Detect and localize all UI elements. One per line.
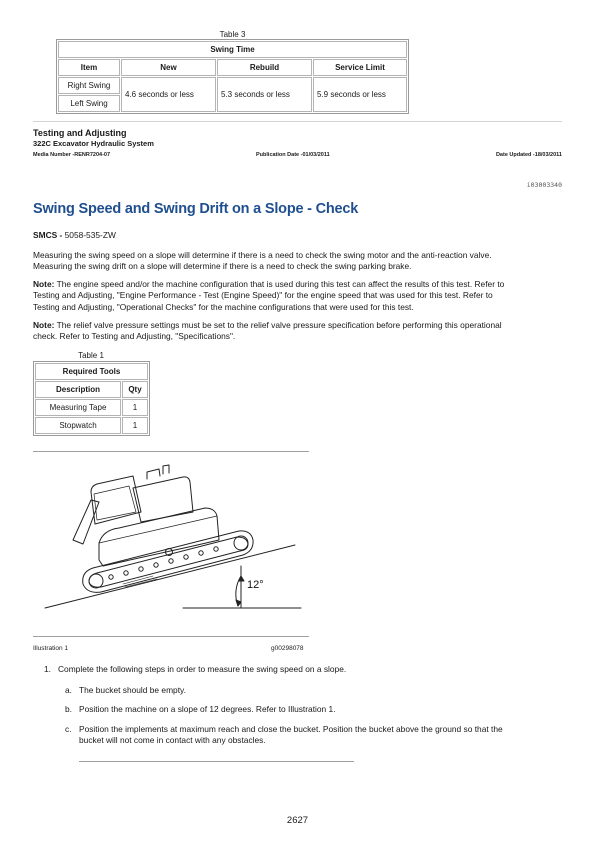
step-c-line-2: bucket will not come in contact with any obstacles. [79, 735, 266, 745]
table3-caption: Table 3 [219, 30, 246, 39]
system-title: 322C Excavator Hydraulic System [33, 139, 154, 148]
tool-description: Stopwatch [35, 417, 121, 434]
intro-line-1: Measuring the swing speed on a slope will determine if there is a need to check the swing motor and the anti-reaction valve. [33, 250, 492, 260]
note-relief-valve [33, 320, 563, 343]
tool-qty: 1 [122, 399, 148, 416]
exhaust-stack [147, 469, 160, 479]
cell-rebuild: 5.3 seconds or less [217, 77, 312, 112]
col-header-rebuild: Rebuild [217, 59, 312, 76]
illustration-id: g00298078 [271, 645, 304, 652]
media-number: Media Number -RENR7204-07 [33, 152, 111, 158]
note-label: Note: [33, 279, 55, 289]
table3-title: Swing Time [58, 41, 407, 58]
upper-structure-line [99, 516, 217, 543]
publication-date: Publication Date -01/03/2011 [256, 152, 330, 158]
note1-line-1: The engine speed and/or the machine configuration that is used during this test can affect the results of this test. Refer to [56, 279, 505, 289]
table-row [35, 399, 148, 416]
smcs-label: SMCS - [33, 230, 63, 240]
note2-line-1: The relief valve pressure settings must be set to the relief valve pressure specification before performing this operational [56, 320, 502, 330]
cab [91, 476, 141, 524]
page-title: Swing Speed and Swing Drift on a Slope - Check [33, 201, 359, 217]
tool-description: Measuring Tape [35, 399, 121, 416]
next-illustration-rule [79, 761, 354, 762]
note1-line-2: Testing and Adjusting, "Engine Performance - Test (Engine Speed)" for the engine speed that was used for this test. Refer to [33, 290, 493, 301]
step-b-letter: b. [65, 704, 72, 714]
front-idler [89, 574, 103, 588]
smcs-code: 5058-535-ZW [64, 230, 116, 240]
section-title: Testing and Adjusting [33, 128, 127, 138]
angle-arrow-bottom [236, 600, 241, 606]
table-row [35, 417, 148, 434]
section-divider [33, 121, 562, 122]
col-header-qty: Qty [122, 381, 148, 398]
step-c-line-1: Position the implements at maximum reach and close the bucket. Position the bucket above the ground so that the [79, 724, 503, 734]
note1-line-3: Testing and Adjusting, "Operational Checks" for the machine configurations that were used for this test. [33, 301, 414, 312]
cell-service-limit: 5.9 seconds or less [313, 77, 407, 112]
step-b-text: Position the machine on a slope of 12 degrees. Refer to Illustration 1. [79, 704, 336, 714]
table1-caption: Table 1 [78, 351, 104, 360]
item-left-swing: Left Swing [58, 95, 120, 112]
page-number: 2627 [286, 815, 309, 826]
illustration-caption: Illustration 1 [33, 645, 69, 652]
illustration-bottom-rule [33, 636, 309, 637]
swing-time-table [56, 39, 409, 114]
table1-title: Required Tools [35, 363, 148, 380]
note-label-2: Note: [33, 320, 55, 330]
excavator-on-slope-illustration [33, 460, 309, 620]
drive-sprocket [234, 536, 248, 550]
track-inner [89, 537, 248, 587]
note2-line-2: check. Refer to Testing and Adjusting, "Specifications". [33, 331, 236, 342]
note-engine-speed [33, 279, 563, 313]
col-header-description: Description [35, 381, 121, 398]
cell-new: 4.6 seconds or less [121, 77, 216, 112]
col-header-new: New [121, 59, 216, 76]
engine-hood [133, 477, 193, 522]
track-rollers [109, 547, 218, 579]
step-a-text: The bucket should be empty. [79, 685, 186, 695]
illustration-top-rule [33, 451, 309, 452]
intro-paragraph [33, 250, 563, 273]
step-c-text [79, 724, 563, 746]
col-header-item: Item [58, 59, 120, 76]
angle-label: 12° [247, 579, 264, 591]
air-intake [163, 465, 169, 474]
tool-qty: 1 [122, 417, 148, 434]
date-updated: Date Updated -18/03/2011 [495, 152, 562, 158]
step-a-letter: a. [65, 685, 72, 695]
angle-arrow-top [239, 576, 244, 581]
col-header-service-limit: Service Limit [313, 59, 407, 76]
step-1-number: 1. [44, 664, 51, 674]
item-right-swing: Right Swing [58, 77, 120, 94]
step-1-text: Complete the following steps in order to measure the swing speed on a slope. [58, 664, 347, 674]
document-id: i03003340 [526, 181, 562, 189]
step-c-letter: c. [65, 724, 72, 734]
intro-line-2: Measuring the swing drift on a slope will determine if there is a need to check the swing parking brake. [33, 261, 412, 272]
smcs-line [33, 230, 563, 241]
required-tools-table [33, 361, 150, 436]
